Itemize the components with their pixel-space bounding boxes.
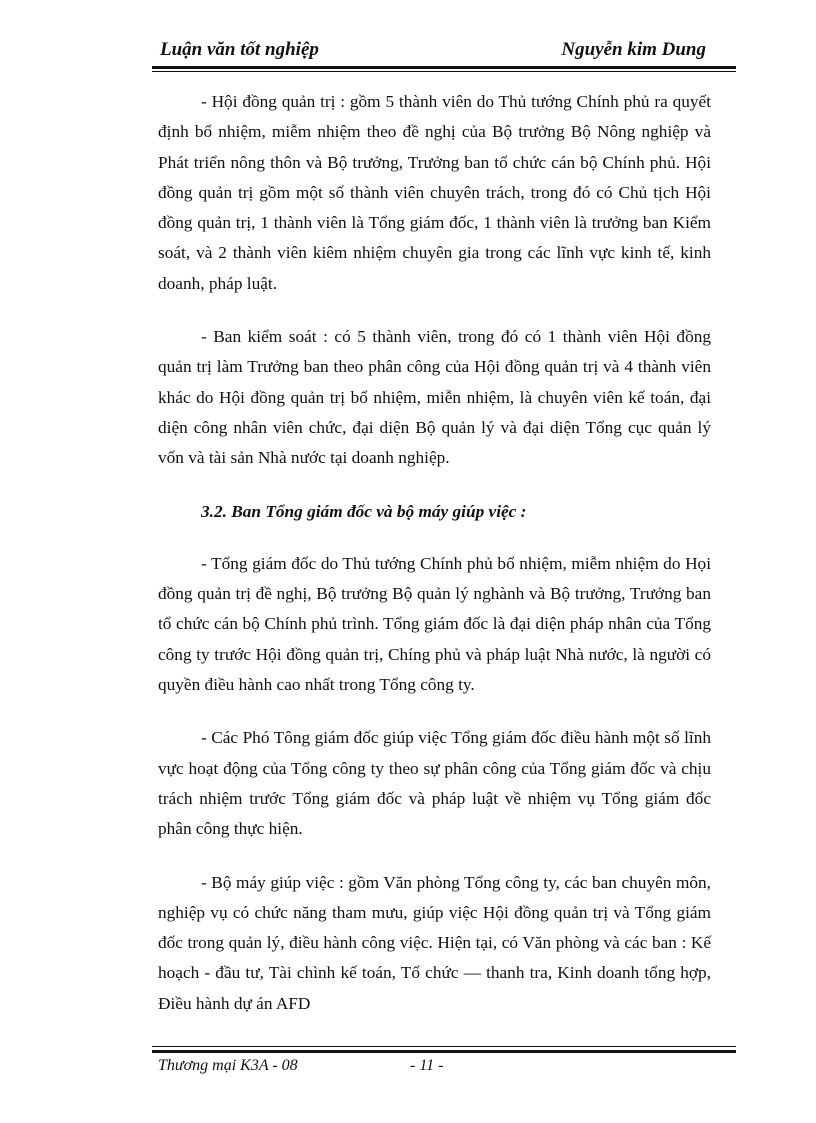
header-rule-thick [152, 66, 736, 69]
footer-rule-thin [152, 1046, 736, 1047]
footer-class-label: Thương mại K3A - 08 [158, 1057, 298, 1074]
page-header [152, 38, 736, 68]
header-thesis-title: Luận văn tốt nghiệp [160, 39, 319, 60]
paragraph-support-apparatus: - Bộ máy giúp việc : gồm Văn phòng Tổng công ty, các ban chuyên môn, nghiệp vụ có chức năng tham mưu, giúp việc Hội đồng quản trị và Tổng giám đốc trong quản lý, điều hành công việc. Hiện tại, có Văn phòng và các ban : Kế hoạch - đầu tư, Tài chình kế toán, Tổ chức — thanh tra, Kinh doanh tổng hợp, Điều hành dự án AFD [158, 872, 711, 1013]
header-rule-thin [152, 71, 736, 72]
page-number: - 11 - [410, 1057, 444, 1074]
paragraph-board-of-directors: - Hội đồng quản trị : gồm 5 thành viên do Thủ tướng Chính phủ ra quyết định bổ nhiệm, miễm nhiệm theo đề nghị của Bộ trưởng Bộ Nông nghiệp và Phát triển nông thôn và Bộ trưởng, Trưởng ban tổ chức cán bộ Chính phủ. Hội đồng quản trị gồm một số thành viên chuyên trách, trong đó có Chủ tịch Hội đồng quản trị, 1 thành viên là Tổng giám đốc, 1 thành viên là trưởng ban Kiểm soát, và 2 thành viên kiêm nhiệm chuyên gia trong các lĩnh vực kinh tế, kinh doanh, pháp luật. [158, 92, 711, 293]
paragraph-deputy-directors: - Các Phó Tông giám đốc giúp việc Tổng giám đốc điều hành một số lĩnh vực hoạt động của Tổng công ty theo sự phân công của Tổng giám đốc và chịu trách nhiệm trước Tổng giám đốc và pháp luật về nhiệm vụ Tổng giám đốc phân công thực hiện. [158, 728, 711, 839]
page-body [158, 87, 711, 1042]
paragraph-general-director: - Tổng giám đốc do Thủ tướng Chính phủ bổ nhiệm, miễm nhiệm do Họi đồng quản trị đề nghị, Bộ trưởng Bộ quản lý nghành và Bộ trưởng, Trưởng ban tổ chức cán bộ Chính phủ trình. Tổng giám đốc là đại diện pháp nhân của Tổng công ty trước Hội đồng quản trị, Chíng phủ và pháp luật Nhà nước, là người có quyền điều hành cao nhất trong Tổng công ty. [158, 553, 711, 695]
header-author-name: Nguyễn kim Dung [561, 39, 706, 60]
footer-rule-thick [152, 1050, 736, 1053]
paragraph-supervisory-board: - Ban kiểm soát : có 5 thành viên, trong đó có 1 thành viên Hội đồng quản trị làm Trưởng ban theo phân công của Hội đồng quản trị và 4 thành viên khác do Hội đồng quản trị bổ nhiệm, miễn nhiệm, là chuyên viên kế toán, đại diện công nhân viên chức, đại diện Bộ quản lý và đại diện Tổng cục quản lý vốn và tài sản Nhà nước tại doanh nghiệp. [158, 327, 711, 468]
section-heading: 3.2. Ban Tổng giám đốc và bộ máy giúp việc : [201, 501, 527, 521]
